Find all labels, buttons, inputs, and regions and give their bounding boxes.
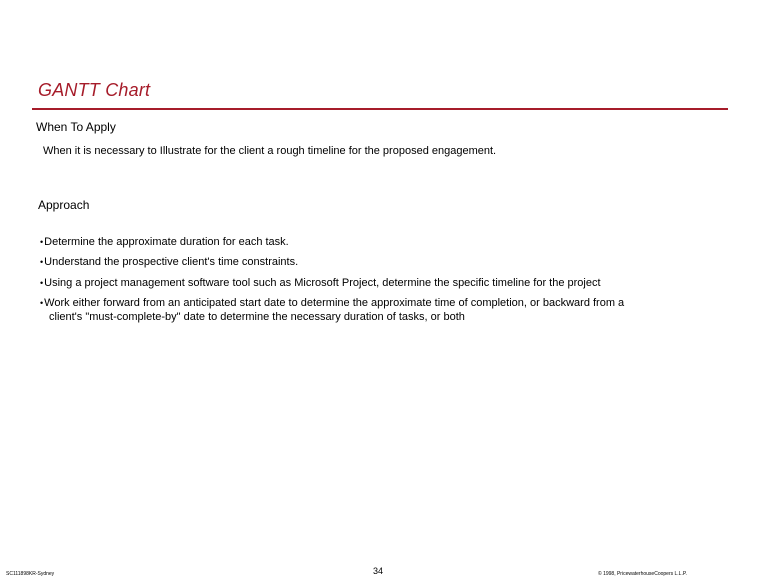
footer-document-code: SC111898KR-Sydney <box>6 571 55 577</box>
approach-bullet-text: Determine the approximate duration for each task. <box>44 236 289 248</box>
page-number: 34 <box>373 566 384 576</box>
bullet-mark: • <box>40 278 44 288</box>
approach-bullet <box>40 255 700 269</box>
when-to-apply-heading: When To Apply <box>36 120 116 134</box>
approach-bullet-text: Work either forward from an anticipated start date to determine the approximate time of completion, or backward from a <box>44 297 625 309</box>
approach-bullet-text: Understand the prospective client's time constraints. <box>44 256 299 268</box>
approach-bullet-text: Using a project management software tool such as Microsoft Project, determine the specific timeline for the project <box>44 277 601 289</box>
slide-title: GANTT Chart <box>38 80 151 100</box>
approach-bullet <box>40 296 700 324</box>
bullet-mark: • <box>40 298 44 308</box>
approach-bullet <box>40 235 700 249</box>
when-to-apply-text: When it is necessary to Illustrate for the client a rough timeline for the proposed engagement. <box>43 145 497 157</box>
footer-copyright: © 1998, PricewaterhouseCoopers L.L.P. <box>598 571 687 577</box>
approach-bullet <box>40 276 700 290</box>
title-divider <box>32 108 728 110</box>
bullet-mark: • <box>40 237 44 247</box>
bullet-mark: • <box>40 257 44 267</box>
approach-heading: Approach <box>38 198 90 212</box>
approach-bullet-continuation: client's "must-complete-by" date to determine the necessary duration of tasks, or both <box>49 311 465 323</box>
